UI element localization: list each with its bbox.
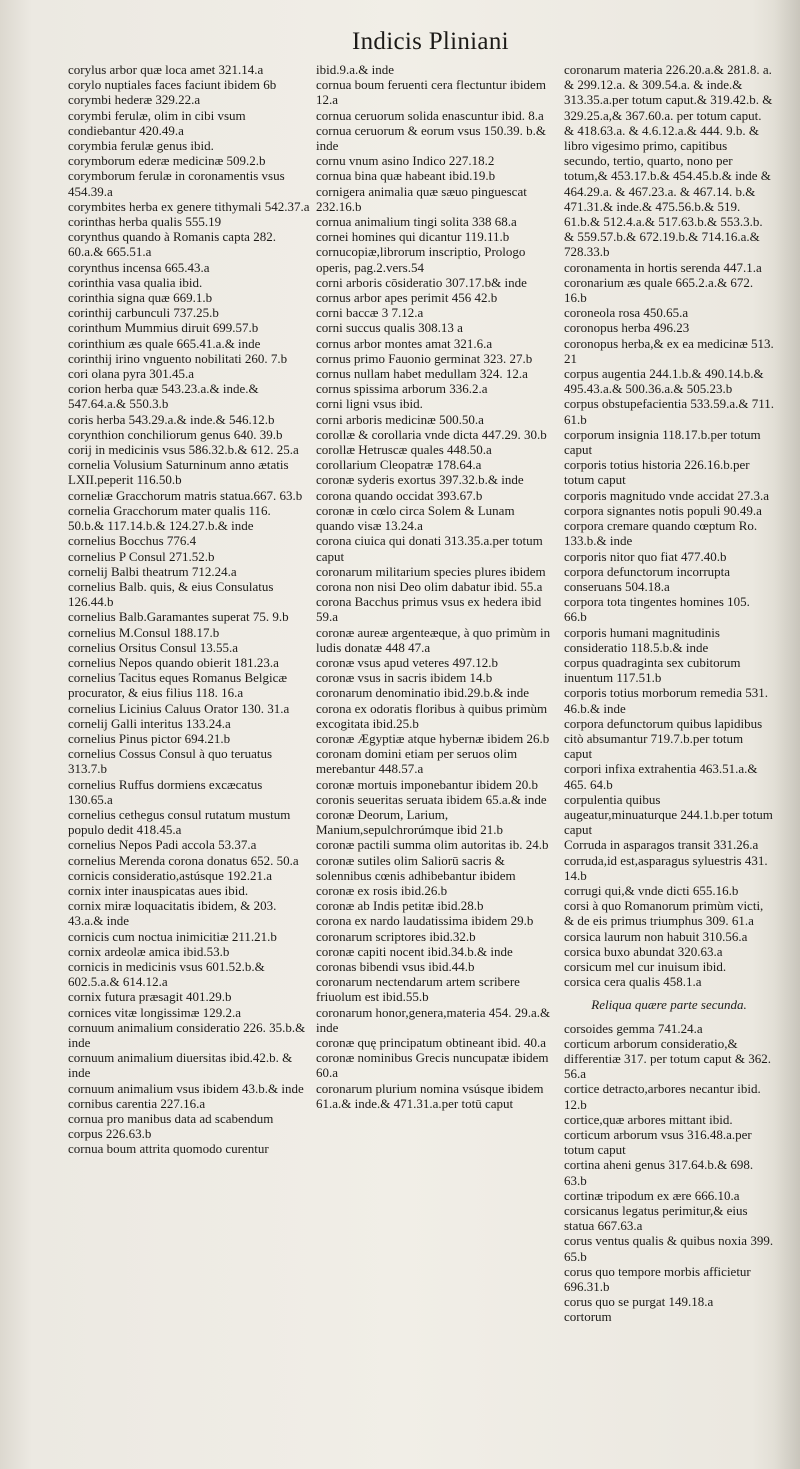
index-entry: cornicis consideratio,astúsque 192.21.a — [68, 867, 272, 883]
index-entry: coronarum honor,genera,materia 454. 29.a.& inde — [316, 1004, 551, 1035]
index-entry: corymborum ederæ medicinæ 509.2.b — [68, 153, 266, 169]
index-entry: corymbites herba ex genere tithymali 542.37.a — [68, 198, 310, 214]
index-entry: corporis humani magnitudinis consideratio 118.5.b.& inde — [564, 624, 720, 655]
index-entry: corymbi hederæ 329.22.a — [68, 92, 201, 108]
index-entry: coronæ vsus apud veteres 497.12.b — [316, 654, 498, 670]
index-entry: corsica buxo abundat 320.63.a — [564, 943, 723, 959]
index-entry: coronarum denominatio ibid.29.b.& inde — [316, 685, 530, 701]
index-entry: cornelius Nepos quando obierit 181.23.a — [68, 654, 279, 670]
index-entry: corporis totius morborum remedia 531. 46.b.& inde — [564, 685, 768, 716]
index-entry: corneliæ Gracchorum matris statua.667. 63.b — [68, 487, 303, 503]
index-entry: cornua boum feruenti cera flectuntur ibidem 12.a — [316, 77, 546, 108]
index-entry: cornix ardeolæ amica ibid.53.b — [68, 943, 230, 959]
index-entry: cornei homines qui dicantur 119.11.b — [316, 229, 510, 245]
index-entry: cori olana pyra 301.45.a — [68, 366, 194, 382]
index-entry: cornua ceruorum solida enascuntur ibid. 8.a — [316, 107, 544, 123]
index-entry: cornelia Gracchorum mater qualis 116. 50.b.& 117.14.b.& 124.27.b.& inde — [68, 502, 271, 534]
index-entry: coronæ Ægyptiæ atque hybernæ ibidem 26.b — [316, 730, 550, 746]
index-entry: corinthij irino vnguento nobilitati 260. 7.b — [68, 350, 288, 366]
index-entry: corollæ Hetruscæ quales 448.50.a — [316, 442, 492, 458]
index-entry: cornelius P Consul 271.52.b — [68, 548, 215, 564]
index-entry: cornu vnum asino Indico 227.18.2 — [316, 153, 495, 169]
index-entry: cornuum animalium vsus ibidem 43.b.& inde — [68, 1080, 304, 1096]
index-entry: corpora cremare quando cœptum Ro. 133.b.& inde — [564, 518, 758, 549]
index-entry: cornus arbor montes amat 321.6.a — [316, 335, 493, 351]
index-entry: cornelius Balb. quis, & eius Consulatus 126.44.b — [68, 578, 274, 610]
index-entry: corticum arborum consideratio,& differentiæ 317. per totum caput & 362. 56.a — [564, 1035, 771, 1082]
index-entry: corpus augentia 244.1.b.& 490.14.b.& 495.43.a.& 500.36.a.& 505.23.b — [564, 366, 764, 397]
index-entry: coronamenta in hortis serenda 447.1.a — [564, 259, 762, 275]
index-entry: coronarum plurium nomina vsúsque ibidem 61.a.& inde.& 471.31.a.per totū caput — [316, 1080, 544, 1111]
index-entry: corymborum ferulæ in coronamentis vsus 454.39.a — [68, 168, 285, 199]
index-entry: corinthum Mummius diruit 699.57.b — [68, 320, 259, 336]
index-entry: coronæ capiti nocent ibid.34.b.& inde — [316, 943, 513, 959]
index-entry: cortinæ tripodum ex ære 666.10.a — [564, 1187, 740, 1203]
index-entry: coronæ sutiles olim Saliorū sacris & solennibus cœnis adhibebantur ibidem — [316, 852, 516, 883]
index-entry: coronarum militarium species plures ibidem — [316, 563, 546, 579]
index-entry: coronopus herba,& ex ea medicinæ 513. 21 — [564, 335, 774, 366]
index-entry: cornelius Orsitus Consul 13.55.a — [68, 639, 239, 655]
index-entry: corylo nuptiales faces faciunt ibidem 6b — [68, 77, 277, 93]
index-entry: corynthus quando à Romanis capta 282. 60.a.& 665.51.a — [68, 229, 276, 260]
index-entry: cornelius cethegus consul rutatum mustum populo dedit 418.45.a — [68, 806, 291, 838]
index-entry: cornelius Nepos Padi accola 53.37.a — [68, 837, 257, 853]
index-entry: cornix futura præsagit 401.29.b — [68, 989, 232, 1005]
index-entry: corona non nisi Deo olim dabatur ibid. 55.a — [316, 578, 543, 594]
index-entry: corporis totius historia 226.16.b.per totum caput — [564, 457, 750, 488]
index-entry: corus quo tempore morbis afficietur 696.31.b — [564, 1263, 751, 1295]
index-entry: coronæ pactili summa olim autoritas ib. 24.b — [316, 837, 549, 853]
index-column-right — [564, 62, 774, 1462]
index-entry: cornelius Merenda corona donatus 652. 50.a — [68, 852, 299, 868]
index-entry: cornelius Licinius Caluus Orator 130. 31.a — [68, 700, 290, 716]
index-entry: cornua ceruorum & eorum vsus 150.39. b.& inde — [316, 122, 546, 154]
index-entry: coronopus herba 496.23 — [564, 320, 690, 336]
index-entry: corporum insignia 118.17.b.per totum caput — [564, 426, 761, 458]
index-entry: coroneola rosa 450.65.a — [564, 305, 689, 321]
index-entry: corynthion conchiliorum genus 640. 39.b — [68, 426, 283, 442]
index-entry: corpora signantes notis populi 90.49.a — [564, 502, 762, 518]
index-entry: corona Bacchus primus vsus ex hedera ibid 59.a — [316, 594, 542, 625]
index-entry: corporis nitor quo fiat 477.40.b — [564, 548, 727, 564]
index-entry: coronis seueritas seruata ibidem 65.a.& inde — [316, 791, 547, 807]
index-entry: cornelius Ruffus dormiens excæcatus 130.65.a — [68, 776, 263, 807]
index-entry: coronarium æs quale 665.2.a.& 672. 16.b — [564, 274, 754, 306]
index-entry: coronæ mortuis imponebantur ibidem 20.b — [316, 776, 539, 792]
index-entry: corsicum mel cur inuisum ibid. — [564, 958, 727, 974]
index-entry: corion herba quæ 543.23.a.& inde.& 547.64.a.& 550.3.b — [68, 381, 259, 412]
index-entry: cornigera animalia quæ sæuo pinguescat 232.16.b — [316, 183, 527, 214]
index-entry: coronæ ex rosis ibid.26.b — [316, 882, 448, 898]
index-entry: cornix inter inauspicatas aues ibid. — [68, 882, 249, 898]
index-entry: corsi à quo Romanorum primùm victi, & de eis primus triumphus 309. 61.a — [564, 898, 764, 929]
index-entry: cornelius Tacitus eques Romanus Belgicæ procurator, & eius filius 118. 16.a — [68, 670, 288, 701]
index-entry: coronarum nectendarum artem scribere friuolum est ibid.55.b — [316, 974, 520, 1005]
index-entry: cornua boum attrita quomodo curentur — [68, 1141, 269, 1157]
index-entry: cornua animalium tingi solita 338 68.a — [316, 214, 517, 230]
index-entry: corni baccæ 3 7.12.a — [316, 305, 424, 321]
index-entry: Corruda in asparagos transit 331.26.a — [564, 837, 759, 853]
index-entry: cornuum animalium consideratio 226. 35.b.& inde — [68, 1019, 306, 1050]
index-entry: corylus arbor quæ loca amet 321.14.a — [68, 62, 264, 77]
index-entry: coris herba 543.29.a.& inde.& 546.12.b — [68, 411, 275, 427]
index-entry: corymbia ferulæ genus ibid. — [68, 138, 214, 154]
index-entry: corni arboris medicinæ 500.50.a — [316, 411, 484, 427]
index-entry: corinthia vasa qualia ibid. — [68, 274, 203, 290]
index-entry: cortice,quæ arbores mittant ibid. — [564, 1111, 733, 1127]
index-entry: coronarum scriptores ibid.32.b — [316, 928, 476, 944]
index-entry: corus quo se purgat 149.18.a — [564, 1294, 714, 1310]
index-entry: cornua pro manibus data ad scabendum corpus 226.63.b — [68, 1111, 274, 1142]
index-entry: cornelij Galli interitus 133.24.a — [68, 715, 231, 731]
index-entry: corinthas herba qualis 555.19 — [68, 214, 222, 230]
index-entry: corollarium Cleopatræ 178.64.a — [316, 457, 482, 473]
index-entry: cortice detracto,arbores necantur ibid. 12.b — [564, 1081, 761, 1112]
index-entry: corsica cera qualis 458.1.a — [564, 974, 702, 990]
index-entry: corona quando occidat 393.67.b — [316, 487, 483, 503]
index-entry: cornicis in medicinis vsus 601.52.b.& 602.5.a.& 614.12.a — [68, 958, 265, 990]
index-entry: corona ex odoratis floribus à quibus primùm excogitata ibid.25.b — [316, 700, 548, 731]
index-entry: coronæ Deorum, Larium, Manium,sepulchrorúmque ibid 21.b — [316, 806, 504, 838]
index-entry: corni ligni vsus ibid. — [316, 396, 423, 412]
index-entry: corona ex nardo laudatissima ibidem 29.b — [316, 913, 534, 929]
index-entry: cornelia Volusium Saturninum anno ætatis LXII.peperit 116.50.b — [68, 457, 289, 488]
index-entry: coronæ ab Indis petitæ ibid.28.b — [316, 898, 484, 914]
index-entry: corticum arborum vsus 316.48.a.per totum caput — [564, 1127, 752, 1158]
index-entry: coronæ in cœlo circa Solem & Lunam quando visæ 13.24.a — [316, 502, 515, 534]
index-entry: cornices vitæ longissimæ 129.2.a — [68, 1004, 241, 1020]
index-entry: cornus primo Fauonio germinat 323. 27.b — [316, 350, 533, 366]
index-entry: corsica laurum non habuit 310.56.a — [564, 928, 748, 944]
index-entry: corni arboris cōsideratio 307.17.b& inde — [316, 274, 527, 290]
index-entry: cornelius Cossus Consul à quo teruatus 313.7.b — [68, 746, 273, 777]
index-entry: corruda,id est,asparagus syluestris 431. 14.b — [564, 852, 768, 883]
index-entry: Reliqua quære parte secunda. — [591, 997, 747, 1013]
index-entry: corona ciuica qui donati 313.35.a.per totum caput — [316, 533, 543, 564]
index-entry: corinthium æs quale 665.41.a.& inde — [68, 335, 261, 351]
index-entry: coronæ syderis exortus 397.32.b.& inde — [316, 472, 524, 488]
index-entry: corus ventus qualis & quibus noxia 399. 65.b — [564, 1233, 774, 1264]
index-entry: corinthia signa quæ 669.1.b — [68, 290, 213, 306]
index-entry: corymbi ferulæ, olim in cibi vsum condiebantur 420.49.a — [68, 107, 246, 138]
index-entry: cornus nullam habet medullam 324. 12.a — [316, 366, 528, 382]
index-entry: cornucopiæ,librorum inscriptio, Prologo operis, pag.2.vers.54 — [316, 244, 526, 275]
index-entry: cornelius M.Consul 188.17.b — [68, 624, 220, 640]
index-entry: cortina aheni genus 317.64.b.& 698. 63.b — [564, 1157, 754, 1188]
index-entry: coronæ nominibus Grecis nuncupatæ ibidem 60.a — [316, 1050, 549, 1081]
index-entry: coronæ vsus in sacris ibidem 14.b — [316, 670, 493, 686]
index-entry: corpulentia quibus augeatur,minuaturque 244.1.b.per totum caput — [564, 791, 773, 838]
index-entry: cornelius Balb.Garamantes superat 75. 9.b — [68, 609, 289, 625]
index-column-middle — [316, 62, 554, 1462]
index-entry: cornibus carentia 227.16.a — [68, 1095, 206, 1111]
index-entry: cornicis cum noctua inimicitiæ 211.21.b — [68, 928, 277, 944]
index-column-left — [68, 62, 310, 1462]
index-entry: cornelij Balbi theatrum 712.24.a — [68, 563, 237, 579]
index-entry: corollæ & corollaria vnde dicta 447.29. 30.b — [316, 426, 547, 442]
index-entry: corpus obstupefacientia 533.59.a.& 711. 61.b — [564, 396, 774, 427]
index-entry: coronas bibendi vsus ibid.44.b — [316, 958, 475, 974]
index-entry: cornelius Bocchus 776.4 — [68, 533, 197, 549]
index-entry: corij in medicinis vsus 586.32.b.& 612. 25.a — [68, 442, 299, 458]
index-entry: corrugi qui,& vnde dicti 655.16.b — [564, 882, 739, 898]
index-entry: corsicanus legatus perimitur,& eius statua 667.63.a — [564, 1203, 748, 1234]
index-entry: ibid.9.a.& inde — [316, 62, 394, 77]
index-entry: cornuum animalium diuersitas ibid.42.b. & inde — [68, 1050, 293, 1081]
index-entry: cortorum — [564, 1309, 612, 1325]
index-entry: coronæ quę principatum obtineant ibid. 40.a — [316, 1035, 546, 1050]
index-entry: coronarum materia 226.20.a.& 281.8. a. & 299.12.a. & 309.54.a. & inde.& 313.35.a.per totum caput.& 319.42.b. & 329.25.a,& 367.60.a. per totum caput. & 418.63.a. & 4.6.12.a.& 444. 9.b. & libro vigesimo primo, capitibus secundo, tertio, quarto, nono per totum,& 453.17.b.& 454.45.b.& inde & 464.29.a. & 467.23.a. & 467.14. b.& 471.31.& inde.& 475.56.b.& 519. 61.b.& 512.4.a.& 517.63.b.& 553.3.b. & 559.57.b.& 672.19.b.& 714.16.a.& 728.33.b — [564, 62, 773, 260]
index-entry: corsoides gemma 741.24.a — [564, 1020, 703, 1036]
index-entry: cornus spissima arborum 336.2.a — [316, 381, 488, 397]
index-entry: corpori infixa extrahentia 463.51.a.& 465. 64.b — [564, 761, 758, 792]
index-entry: cornelius Pinus pictor 694.21.b — [68, 730, 231, 746]
index-entry: cornua bina quæ habeant ibid.19.b — [316, 168, 496, 184]
index-entry: corpus quadraginta sex cubitorum inuentum 117.51.b — [564, 654, 741, 686]
index-entry: cornus arbor apes perimit 456 42.b — [316, 290, 498, 306]
index-entry: coronæ aureæ argenteæque, à quo primùm in ludis donatæ 448 47.a — [316, 624, 551, 655]
index-entry: corynthus incensa 665.43.a — [68, 259, 210, 275]
index-entry: corinthij carbunculi 737.25.b — [68, 305, 219, 321]
index-entry: cornix miræ loquacitatis ibidem, & 203. 43.a.& inde — [68, 898, 277, 929]
index-entry: corporis magnitudo vnde accidat 27.3.a — [564, 487, 770, 503]
page-edge-shadow — [774, 0, 800, 1469]
index-entry: coronam domini etiam per seruos olim merebantur 448.57.a — [316, 746, 518, 777]
index-entry: corpora defunctorum quibus lapidibus citò absumantur 719.7.b.per totum caput — [564, 715, 763, 762]
index-entry: corpora defunctorum incorrupta conseruans 504.18.a — [564, 563, 731, 594]
page-title: Indicis Pliniani — [352, 28, 509, 55]
index-entry: corpora tota tingentes homines 105. 66.b — [564, 594, 750, 625]
index-entry: corni succus qualis 308.13 a — [316, 320, 463, 336]
